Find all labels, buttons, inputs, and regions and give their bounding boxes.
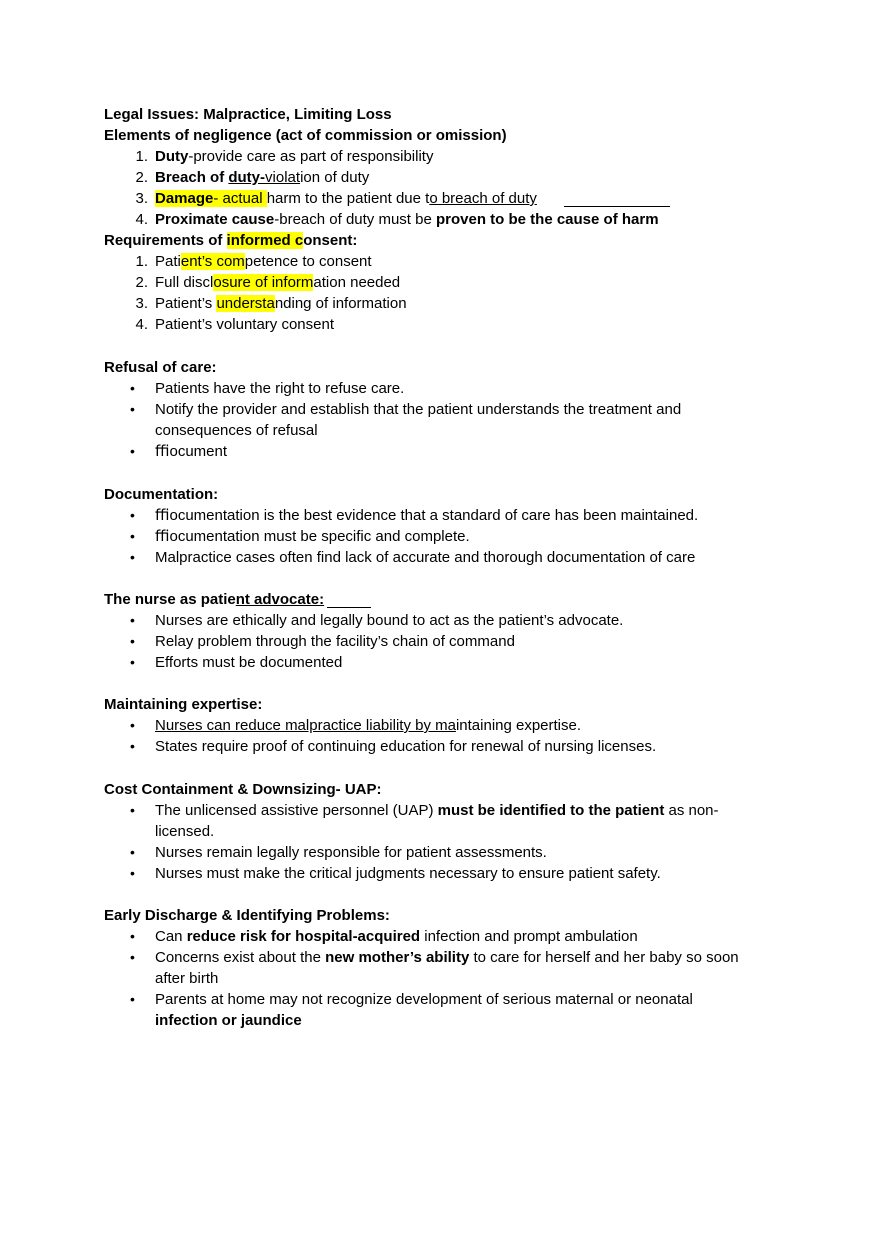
list-item: • Efforts must be documented (130, 654, 343, 671)
list-item: • ﬃocumentation is the best evidence that a standard of care has been maintained. (130, 507, 699, 524)
list-item: • Parents at home may not recognize development of serious maternal or neonatal (130, 991, 693, 1008)
list-item: • Nurses must make the critical judgments necessary to ensure patient safety. (130, 865, 661, 882)
list-item: • Malpractice cases often find lack of accurate and thorough documentation of care (130, 549, 696, 566)
list-item: • Can reduce risk for hospital-acquired infection and prompt ambulation (130, 928, 638, 945)
list-item: 1. Patient’s competence to consent (135, 253, 372, 270)
list-item-continuation: after birth (155, 970, 219, 987)
list-item: • Notify the provider and establish that the patient understands the treatment and (130, 401, 682, 418)
documentation-heading: Documentation: (104, 486, 219, 503)
expertise-heading: Maintaining expertise: (104, 696, 263, 713)
list-item: 4. Patient’s voluntary consent (135, 316, 334, 333)
list-item: 3. Patient’s understanding of information (135, 295, 407, 312)
list-item: 2. Full disclosure of information needed (135, 274, 401, 291)
list-item: • Patients have the right to refuse care. (130, 380, 405, 397)
list-item: • Nurses can reduce malpractice liability by maintaining expertise. (130, 717, 582, 734)
list-item: 4. Proximate cause-breach of duty must be proven to be the cause of harm (135, 211, 659, 228)
list-item-continuation: licensed. (155, 823, 215, 840)
list-item-continuation: consequences of refusal (155, 422, 318, 439)
list-item-continuation: infection or jaundice (155, 1012, 302, 1029)
list-item: • Concerns exist about the new mother’s ability to care for herself and her baby so soon (130, 949, 739, 966)
document-title: Legal Issues: Malpractice, Limiting Loss (104, 106, 392, 123)
list-item: • Relay problem through the facility’s chain of command (130, 633, 515, 650)
underline-blank (564, 206, 670, 207)
list-item: • States require proof of continuing education for renewal of nursing licenses. (130, 738, 657, 755)
underline-blank (327, 607, 371, 608)
list-item: • The unlicensed assistive personnel (UAP) must be identified to the patient as non- (130, 802, 719, 819)
consent-heading: Requirements of informed consent: (104, 232, 358, 249)
discharge-heading: Early Discharge & Identifying Problems: (104, 907, 390, 924)
list-item: • Nurses remain legally responsible for patient assessments. (130, 844, 547, 861)
list-item: 1. Duty-provide care as part of responsibility (135, 148, 434, 165)
advocate-heading: The nurse as patient advocate: (104, 591, 325, 608)
list-item: • ﬃocument (130, 443, 228, 460)
uap-heading: Cost Containment & Downsizing- UAP: (104, 781, 382, 798)
list-item: • Nurses are ethically and legally bound to act as the patient’s advocate. (130, 612, 624, 629)
list-item: • ﬃocumentation must be specific and complete. (130, 528, 470, 545)
negligence-heading: Elements of negligence (act of commission or omission) (104, 127, 507, 144)
list-item: 2. Breach of duty-violation of duty (135, 169, 370, 186)
refusal-heading: Refusal of care: (104, 359, 217, 376)
list-item: 3. Damage- actual harm to the patient due to breach of duty (135, 190, 537, 207)
